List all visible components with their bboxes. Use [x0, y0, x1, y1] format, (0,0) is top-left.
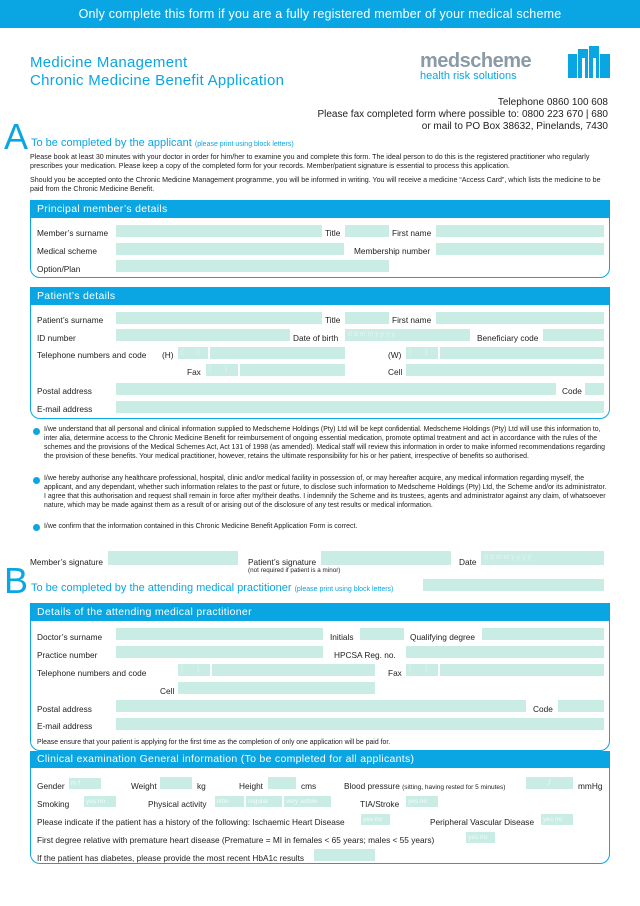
physical-activity-label: Physical activity [148, 799, 207, 809]
form-title-line2: Chronic Medicine Benefit Application [30, 72, 285, 89]
clinical-section [30, 751, 610, 864]
patient-first-name-label: First name [392, 315, 432, 325]
section-b-letter: B [4, 560, 29, 601]
doctor-phone-field[interactable] [212, 664, 375, 676]
patient-cell-field[interactable] [406, 364, 604, 376]
home-phone-label: (H) [162, 350, 174, 360]
section-a-heading: To be completed by the applicant (please print using block letters) [31, 137, 294, 149]
consent-paragraph-3: I/we confirm that the information contained in this Chronic Medicine Benefit Application Form is correct. [44, 523, 358, 530]
initials-label: Initials [330, 632, 354, 642]
blood-pressure-unit: mmHg [578, 781, 603, 791]
home-phone-field[interactable] [210, 347, 345, 359]
instructions-paragraph-2: Should you be accepted onto the Chronic Medicine Management programme, you will be informed in writing. You will receive a medicine “Access Card”, which lists the medicine to be paid from the Chronic Medicine Benefit. [30, 176, 601, 194]
doctor-cell-label: Cell [160, 686, 175, 696]
relative-label: First degree relative with premature heart disease (Premature = MI in females < 65 years; males < 55 years) [37, 835, 435, 845]
contact-fax: Please fax completed form where possible to: 0800 223 670 | 680 [317, 109, 608, 120]
consent-paragraph-1: I/we understand that all personal and clinical information supplied to Medscheme Holdings (Pty) Ltd will be kept confidential. Medscheme Holdings (Pty) Ltd will use this information to, inter alia, determine access to the Chronic Medicine Benefit for reimbursement of ongoing essential medication, promote optimal treatment and act in accordance with the rules of the schemes and the provisions of the Medical Schemes Act, Act 131 of 1998 (as amended). Medical staff will review this information in order to make informed recommendations regarding the provision of these benefits. Your medical practitioner, however, retains the ultimate responsibility for his or her patient, irrespective of benefits so authorised. [44, 426, 605, 460]
medical-scheme-field[interactable] [116, 243, 344, 255]
doctor-code-field[interactable] [558, 700, 604, 712]
doctor-email-field[interactable] [116, 718, 604, 730]
qualifying-degree-field[interactable] [482, 628, 604, 640]
doctor-email-label: E-mail address [37, 721, 93, 731]
height-field[interactable] [268, 777, 296, 789]
smoking-yes-no[interactable]: yes no [84, 796, 116, 807]
hpcsa-field[interactable] [406, 646, 604, 658]
membership-number-label: Membership number [354, 246, 431, 256]
consent-paragraph-2: I/we hereby authorise any healthcare professional, hospital, clinic and/or medical facility in possession of, or may hereafter acquire, any medical information regarding myself, the applicant, and any dependant, whether such information relates to the past or future, to disclose such information to Medscheme Holdings (Pty) Ltd, the Scheme and/or its administrator. I agree that this authorisation and request shall remain in force after my/their deaths. I indemnify the Scheme and its trustees, agents and administrator against any claim, of whatsoever nature, which may be made against them as a result of or arising out of the disclosure of any test results or medical information. [44, 475, 607, 509]
section-b-name-field[interactable] [423, 579, 604, 591]
patient-surname-label: Patient’s surname [37, 315, 104, 325]
medical-scheme-label: Medical scheme [37, 246, 97, 256]
hpcsa-label: HPCSA Reg. no. [334, 650, 396, 660]
patient-postal-field[interactable] [116, 383, 556, 395]
blood-pressure-field[interactable]: / [526, 777, 573, 789]
doctor-fax-code-field[interactable]: ( ) [406, 664, 438, 676]
weight-unit: kg [197, 781, 206, 791]
tia-stroke-label: TIA/Stroke [360, 799, 400, 809]
qualifying-degree-label: Qualifying degree [410, 632, 476, 642]
instructions-paragraph-1: Please book at least 30 minutes with your doctor in order for him/her to examine you and complete this form. The ideal person to do this is the registered practitioner who regularly prescribes your medication. Please keep a copy of the completed form for your records. Member/patient signature is essential to process this application. [30, 153, 590, 171]
pvd-label: Peripheral Vascular Disease [430, 817, 535, 827]
contact-phone: Telephone 0860 100 608 [497, 97, 608, 108]
id-number-label: ID number [37, 333, 76, 343]
patient-details-heading: Patient’s details [31, 288, 609, 305]
id-number-field[interactable] [116, 329, 290, 341]
patient-fax-code-field[interactable]: ( ) [206, 364, 238, 376]
relative-yes-no[interactable]: yes no [466, 832, 495, 843]
doctor-surname-label: Doctor’s surname [37, 632, 103, 642]
smoking-label: Smoking [37, 799, 70, 809]
membership-number-field[interactable] [436, 243, 604, 255]
gender-options[interactable]: m f [69, 778, 101, 789]
weight-field[interactable] [160, 777, 192, 789]
hba1c-field[interactable] [314, 849, 375, 861]
patient-email-label: E-mail address [37, 404, 93, 414]
doctor-postal-field[interactable] [116, 700, 526, 712]
member-surname-field[interactable] [116, 225, 322, 237]
member-first-name-label: First name [392, 228, 432, 238]
doctor-postal-label: Postal address [37, 704, 92, 714]
height-label: Height [239, 781, 263, 791]
signature-date-field[interactable]: d d m m y y y y [481, 551, 604, 565]
work-phone-code-field[interactable]: ( ) [406, 347, 438, 359]
form-title-line1: Medicine Management [30, 54, 188, 71]
consent-bullet-icon[interactable] [33, 524, 40, 531]
patient-first-name-field[interactable] [436, 312, 604, 324]
patient-telephone-label: Telephone numbers and code [37, 350, 147, 360]
option-plan-field[interactable] [116, 260, 389, 272]
practice-number-label: Practice number [37, 650, 98, 660]
patient-cell-label: Cell [388, 367, 403, 377]
option-plan-label: Option/Plan [37, 264, 81, 274]
patient-code-label: Code [562, 386, 582, 396]
section-b-heading: To be completed by the attending medical practitioner (please print using block letters) [31, 582, 394, 594]
member-title-field[interactable] [345, 225, 389, 237]
patient-title-label: Title [325, 315, 341, 325]
activity-option-little[interactable]: little [215, 796, 244, 807]
doctor-code-label: Code [533, 704, 553, 714]
patient-code-field[interactable] [585, 383, 604, 395]
beneficiary-code-field[interactable] [543, 329, 604, 341]
doctor-surname-field[interactable] [116, 628, 323, 640]
ihd-yes-no[interactable]: yes no [361, 814, 390, 825]
member-surname-label: Member’s surname [37, 228, 109, 238]
pvd-yes-no[interactable]: yes no [541, 814, 573, 825]
consent-bullet-icon[interactable] [33, 477, 40, 484]
section-a-letter: A [4, 116, 29, 157]
principal-member-heading: Principal member’s details [31, 201, 609, 218]
medscheme-logo-icon [568, 46, 612, 82]
gender-label: Gender [37, 781, 65, 791]
contact-mail: or mail to PO Box 38632, Pinelands, 7430 [421, 121, 608, 132]
tia-yes-no[interactable]: yes no [406, 796, 438, 807]
date-of-birth-label: Date of birth [293, 333, 339, 343]
patient-surname-field[interactable] [116, 312, 322, 324]
work-phone-label: (W) [388, 350, 402, 360]
patient-signature-label: Patient’s signature [248, 557, 317, 567]
member-signature-label: Member’s signature [30, 557, 104, 567]
top-banner: Only complete this form if you are a fully registered member of your medical scheme [0, 0, 640, 28]
clinical-heading: Clinical examination General information (To be completed for all applicants) [31, 751, 609, 768]
doctor-phone-code-field[interactable]: ( ) [178, 664, 210, 676]
member-title-label: Title [325, 228, 341, 238]
signature-date-label: Date [459, 557, 477, 567]
blood-pressure-label: Blood pressure (sitting, having rested for 5 minutes) [344, 781, 506, 791]
doctor-fax-field[interactable] [440, 664, 604, 676]
patient-signature-note: (not required if patient is a minor) [248, 567, 341, 574]
beneficiary-code-label: Beneficiary code [477, 333, 539, 343]
work-phone-field[interactable] [440, 347, 604, 359]
history-label: Please indicate if the patient has a history of the following: Ischaemic Heart Disease [37, 817, 345, 827]
patient-fax-field[interactable] [240, 364, 345, 376]
diabetes-label: If the patient has diabetes, please provide the most recent HbA1c results [37, 853, 305, 863]
patient-fax-label: Fax [187, 367, 201, 377]
date-of-birth-field[interactable]: d d m m y y y y [345, 329, 470, 341]
patient-title-field[interactable] [345, 312, 389, 324]
initials-field[interactable] [360, 628, 404, 640]
patient-email-field[interactable] [116, 401, 604, 413]
activity-option-regular[interactable]: regular [246, 796, 282, 807]
consent-bullet-icon[interactable] [33, 428, 40, 435]
member-signature-field[interactable] [108, 551, 238, 565]
logo-wordmark: medscheme [420, 50, 532, 72]
doctor-cell-field[interactable] [178, 682, 375, 694]
practitioner-heading: Details of the attending medical practitioner [31, 604, 609, 621]
doctor-telephone-label: Telephone numbers and code [37, 668, 147, 678]
practice-number-field[interactable] [116, 646, 323, 658]
height-unit: cms [301, 781, 317, 791]
logo-tagline: health risk solutions [420, 70, 517, 82]
practitioner-note: Please ensure that your patient is applying for the first time as the completion of only one application will be paid for. [37, 739, 391, 746]
patient-signature-field[interactable] [321, 551, 451, 565]
patient-postal-label: Postal address [37, 386, 92, 396]
home-phone-code-field[interactable]: ( ) [178, 347, 208, 359]
member-first-name-field[interactable] [436, 225, 604, 237]
activity-option-very-active[interactable]: very active [284, 796, 331, 807]
weight-label: Weight [131, 781, 157, 791]
doctor-fax-label: Fax [388, 668, 402, 678]
